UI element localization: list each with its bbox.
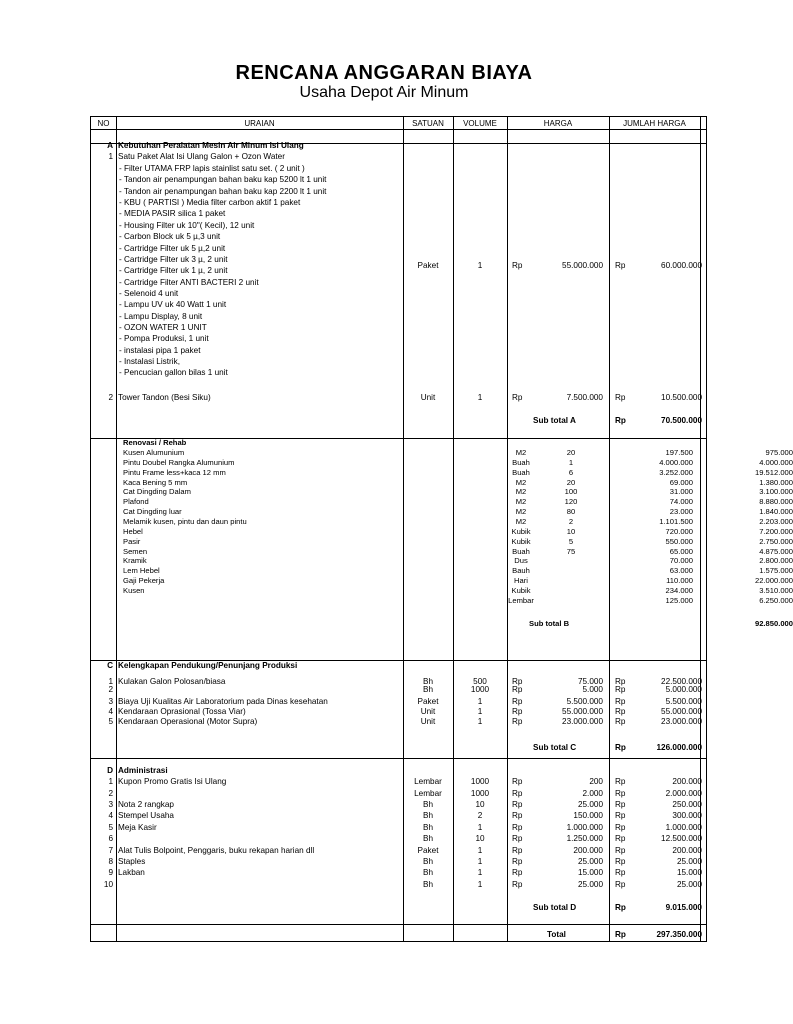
currency-label: Rp xyxy=(512,707,523,716)
item-description: Tower Tandon (Besi Siku) xyxy=(118,393,211,402)
row-number: 2 xyxy=(108,789,113,798)
total-price-cell: 22.000.000 xyxy=(754,576,793,585)
price-cell: 125.000 xyxy=(665,595,693,605)
total-price-cell: 7.200.000 xyxy=(759,526,793,536)
currency-label: Rp xyxy=(615,261,626,270)
item-description: Staples xyxy=(118,857,146,866)
volume-cell: 1 xyxy=(477,717,483,726)
price-cell: 150.000 xyxy=(573,811,603,820)
volume-cell: 1 xyxy=(477,393,483,402)
unit-cell: Bh xyxy=(422,677,433,686)
sub-item: - OZON WATER 1 UNIT xyxy=(119,322,207,332)
row-number: 7 xyxy=(108,846,113,855)
total-price-cell: 300.000 xyxy=(672,811,702,820)
total-price-cell: 3.510.000 xyxy=(759,585,793,595)
item-description: Kusen xyxy=(123,585,145,595)
unit-cell: Paket xyxy=(417,697,439,706)
currency-label: Rp xyxy=(615,823,626,832)
unit-cell: Paket xyxy=(417,846,439,855)
unit-cell: Dus xyxy=(514,556,528,566)
volume-cell: 1 xyxy=(477,823,483,832)
currency-label: Rp xyxy=(512,800,523,809)
unit-cell: Bh xyxy=(422,857,433,866)
section-letter: A xyxy=(107,141,113,150)
price-cell: 5.000 xyxy=(582,685,603,694)
sub-item: - KBU ( PARTISI ) Media filter carbon aktif 1 paket xyxy=(119,198,301,207)
price-cell: 15.000 xyxy=(577,868,603,877)
currency-label: Rp xyxy=(512,789,523,798)
unit-cell: Buah xyxy=(512,546,530,556)
total-price-cell: 2.000.000 xyxy=(665,789,702,798)
price-cell: 74.000 xyxy=(669,497,693,507)
column-divider xyxy=(116,117,117,941)
row-number: 6 xyxy=(108,834,113,843)
total-price-cell: 4.875.000 xyxy=(759,546,793,556)
currency-label: Rp xyxy=(615,677,626,686)
sub-item: - Cartridge Filter uk 5 µ,2 unit xyxy=(119,243,226,253)
currency-label: Rp xyxy=(615,707,626,716)
item-description: Kaca Bening 5 mm xyxy=(123,477,188,487)
unit-cell: Hari xyxy=(514,576,528,585)
sub-item: - Pencucian gallon bilas 1 unit xyxy=(119,368,228,378)
unit-cell: Bh xyxy=(422,823,433,832)
row-number: 8 xyxy=(108,857,113,866)
currency-label: Rp xyxy=(512,834,523,843)
item-description: Stempel Usaha xyxy=(118,811,174,820)
currency-label: Rp xyxy=(512,717,523,726)
price-cell: 550.000 xyxy=(665,536,693,546)
item-description: Cat Dingding Dalam xyxy=(123,487,191,497)
item-description: Kramik xyxy=(123,556,147,566)
row-number: 3 xyxy=(108,800,113,809)
volume-cell: 6 xyxy=(568,467,574,477)
item-description: Kelengkapan Pendukung/Penunjang Produksi xyxy=(118,661,298,670)
item-description: Pintu Doubel Rangka Alumunium xyxy=(123,457,235,467)
currency-label: Rp xyxy=(615,800,626,809)
unit-cell: Bh xyxy=(422,800,433,809)
total-price-cell: 8.880.000 xyxy=(759,497,793,507)
section-letter: D xyxy=(107,766,113,775)
row-number: 9 xyxy=(108,868,113,877)
volume-cell: 100 xyxy=(564,487,578,497)
subtotal-label: Sub total A xyxy=(533,416,576,425)
volume-cell: 1 xyxy=(477,697,483,706)
item-description: Kulakan Galon Polosan/biasa xyxy=(118,677,226,686)
price-cell: 25.000 xyxy=(577,880,603,889)
sub-item: - Lampu Display, 8 unit xyxy=(119,311,203,321)
total-price-cell: 23.000.000 xyxy=(661,717,702,726)
header-volume: VOLUME xyxy=(463,119,497,128)
item-description: Pasir xyxy=(123,536,141,546)
total-price-cell: 25.000 xyxy=(676,857,702,866)
unit-cell: Kubik xyxy=(511,526,531,536)
price-cell: 63.000 xyxy=(669,566,693,576)
item-description: Pintu Frame less+kaca 12 mm xyxy=(123,467,226,477)
sub-item: - Pompa Produksi, 1 unit xyxy=(119,334,209,344)
row-number: 4 xyxy=(108,707,113,716)
total-price-cell: 55.000.000 xyxy=(661,707,702,716)
header-harga: HARGA xyxy=(543,119,573,128)
budget-table xyxy=(90,116,793,942)
total-price-cell: 3.100.000 xyxy=(759,487,793,497)
price-cell: 200 xyxy=(589,777,603,786)
total-price-cell: 2.750.000 xyxy=(759,536,793,546)
item-description: Lakban xyxy=(118,868,145,877)
subtotal-value: 92.850.000 xyxy=(754,619,793,628)
currency-label: Rp xyxy=(512,685,523,694)
total-label: Total xyxy=(547,930,566,939)
row-number: 1 xyxy=(108,152,113,161)
item-description: Melamik kusen, pintu dan daun pintu xyxy=(123,516,247,526)
currency-label: Rp xyxy=(615,717,626,726)
total-price-cell: 297.350.000 xyxy=(656,930,702,939)
price-cell: 1.000.000 xyxy=(566,823,603,832)
total-price-cell: 12.500.000 xyxy=(661,834,702,843)
price-cell: 55.000.000 xyxy=(562,261,603,270)
item-description: Kebutuhan Peralatan Mesin Air Minum Isi Ulang xyxy=(118,141,304,150)
sub-item: - Lampu UV uk 40 Watt 1 unit xyxy=(119,300,227,310)
volume-cell: 2 xyxy=(477,811,483,820)
item-description: Semen xyxy=(123,546,148,556)
price-cell: 55.000.000 xyxy=(562,707,603,716)
item-description: Hebel xyxy=(123,526,143,536)
header-uraian: URAIAN xyxy=(244,119,275,128)
subtotal-label: Sub total D xyxy=(533,903,577,912)
unit-cell: Bh xyxy=(422,811,433,820)
unit-cell: M2 xyxy=(515,516,527,526)
price-cell: 234.000 xyxy=(665,585,693,595)
item-description: Kendaraan Operasional (Motor Supra) xyxy=(118,717,258,726)
total-price-cell: 2.203.000 xyxy=(759,516,793,526)
item-description: Nota 2 rangkap xyxy=(118,800,174,809)
unit-cell: Unit xyxy=(420,717,436,726)
price-cell: 23.000.000 xyxy=(562,717,603,726)
sub-item: - Tandon air penampungan bahan baku kap 5200 lt 1 unit xyxy=(119,175,327,185)
currency-label: Rp xyxy=(512,261,523,270)
price-cell: 23.000 xyxy=(669,507,693,517)
currency-label: Rp xyxy=(615,857,626,866)
volume-cell: 1 xyxy=(477,707,483,716)
volume-cell: 75 xyxy=(566,546,576,556)
currency-label: Rp xyxy=(615,685,626,694)
row-number: 1 xyxy=(108,677,113,686)
currency-label: Rp xyxy=(615,903,626,912)
currency-label: Rp xyxy=(615,697,626,706)
volume-cell: 80 xyxy=(566,507,576,517)
currency-label: Rp xyxy=(615,846,626,855)
unit-cell: M2 xyxy=(515,477,527,487)
price-cell: 75.000 xyxy=(577,677,603,686)
price-cell: 31.000 xyxy=(669,487,693,497)
currency-label: Rp xyxy=(615,777,626,786)
volume-cell: 5 xyxy=(568,536,574,546)
header-jumlah: JUMLAH HARGA xyxy=(623,119,686,128)
volume-cell: 1 xyxy=(477,868,483,877)
unit-cell: M2 xyxy=(515,507,527,517)
item-description: Gaji Pekerja xyxy=(123,576,165,585)
item-description: Alat Tulis Bolpoint, Penggaris, buku rekapan harian dll xyxy=(118,846,315,855)
volume-cell: 1 xyxy=(477,857,483,866)
item-description: Kupon Promo Gratis Isi Ulang xyxy=(118,777,227,786)
row-number: 2 xyxy=(108,685,113,694)
unit-cell: Bh xyxy=(422,880,433,889)
row-divider xyxy=(91,758,706,759)
total-price-cell: 10.500.000 xyxy=(661,393,702,402)
subtotal-label: Sub total C xyxy=(533,743,577,752)
unit-cell: Buah xyxy=(512,467,530,477)
header-satuan: SATUAN xyxy=(412,119,444,128)
sub-item: - Cartridge Filter uk 3 µ, 2 unit xyxy=(119,254,228,264)
row-number: 3 xyxy=(108,697,113,706)
volume-cell: 1000 xyxy=(470,777,490,786)
price-cell: 197.500 xyxy=(665,448,693,457)
sub-item: - Instalasi Listrik, xyxy=(119,356,180,366)
volume-cell: 10 xyxy=(566,526,576,536)
total-price-cell: 1.000.000 xyxy=(665,823,702,832)
row-divider xyxy=(91,129,706,130)
volume-cell: 20 xyxy=(566,448,576,457)
currency-label: Rp xyxy=(512,697,523,706)
total-price-cell: 200.000 xyxy=(672,777,702,786)
sub-item: - Cartridge Filter ANTI BACTERI 2 unit xyxy=(119,277,259,287)
row-divider xyxy=(91,924,706,925)
sub-item: - Filter UTAMA FRP lapis stainlist satu set. ( 2 unit ) xyxy=(119,164,305,173)
item-description: Satu Paket Alat Isi Ulang Galon + Ozon Water xyxy=(118,152,285,161)
currency-label: Rp xyxy=(615,789,626,798)
document-title: RENCANA ANGGARAN BIAYA xyxy=(235,62,533,84)
volume-cell: 1000 xyxy=(470,789,490,798)
currency-label: Rp xyxy=(512,777,523,786)
section-title: Renovasi / Rehab xyxy=(123,438,187,447)
row-number: 10 xyxy=(103,880,113,889)
currency-label: Rp xyxy=(512,811,523,820)
total-price-cell: 975.000 xyxy=(765,448,793,457)
price-cell: 25.000 xyxy=(577,857,603,866)
total-price-cell: 15.000 xyxy=(676,868,702,877)
volume-cell: 1 xyxy=(477,261,483,270)
unit-cell: Unit xyxy=(420,707,436,716)
currency-label: Rp xyxy=(512,846,523,855)
currency-label: Rp xyxy=(615,393,626,402)
total-price-cell: 5.000.000 xyxy=(665,685,702,694)
price-cell: 4.000.000 xyxy=(659,457,693,467)
currency-label: Rp xyxy=(512,677,523,686)
unit-cell: Lembar xyxy=(414,777,442,786)
price-cell: 200.000 xyxy=(573,846,603,855)
item-description: Lem Hebel xyxy=(123,566,160,576)
price-cell: 110.000 xyxy=(666,576,693,585)
volume-cell: 1 xyxy=(477,880,483,889)
currency-label: Rp xyxy=(512,857,523,866)
sub-item: - MEDIA PASIR silica 1 paket xyxy=(119,209,226,219)
total-price-cell: 1.840.000 xyxy=(759,507,793,517)
volume-cell: 10 xyxy=(475,800,485,809)
row-number: 1 xyxy=(108,777,113,786)
total-price-cell: 9.015.000 xyxy=(665,903,702,912)
subtotal-label: Sub total B xyxy=(529,619,570,628)
total-price-cell: 200.000 xyxy=(672,846,702,855)
sub-item: - Housing Filter uk 10"( Kecil), 12 unit xyxy=(119,220,255,230)
item-description: Meja Kasir xyxy=(118,823,157,832)
price-cell: 65.000 xyxy=(669,546,693,556)
row-number: 2 xyxy=(108,393,113,402)
total-price-cell: 5.500.000 xyxy=(665,697,702,706)
currency-label: Rp xyxy=(615,811,626,820)
unit-cell: Buah xyxy=(512,457,530,467)
currency-label: Rp xyxy=(512,880,523,889)
sub-item: - Carbon Block uk 5 µ,3 unit xyxy=(119,232,221,242)
price-cell: 5.500.000 xyxy=(566,697,603,706)
total-price-cell: 1.380.000 xyxy=(759,477,793,487)
volume-cell: 2 xyxy=(568,516,574,526)
unit-cell: Lembar xyxy=(414,789,442,798)
volume-cell: 10 xyxy=(475,834,485,843)
sub-item: - Cartridge Filter uk 1 µ, 2 unit xyxy=(119,266,228,276)
unit-cell: Kubik xyxy=(511,585,531,595)
total-price-cell: 1.575.000 xyxy=(759,566,793,576)
total-price-cell: 25.000 xyxy=(676,880,702,889)
row-number: 5 xyxy=(108,823,113,832)
total-price-cell: 70.500.000 xyxy=(661,416,702,425)
item-description: Administrasi xyxy=(118,766,168,775)
item-description: Biaya Uji Kualitas Air Laboratorium pada Dinas kesehatan xyxy=(118,697,328,706)
volume-cell: 1000 xyxy=(470,685,490,694)
total-price-cell: 4.000.000 xyxy=(759,457,793,467)
item-description: Kendaraan Oprasional (Tossa Viar) xyxy=(118,707,246,716)
price-cell: 25.000 xyxy=(577,800,603,809)
total-price-cell: 250.000 xyxy=(672,800,702,809)
section-letter: C xyxy=(107,661,113,670)
unit-cell: M2 xyxy=(515,487,527,497)
price-cell: 1.250.000 xyxy=(566,834,603,843)
volume-cell: 1 xyxy=(477,846,483,855)
row-number: 4 xyxy=(108,811,113,820)
total-price-cell: 126.000.000 xyxy=(656,743,702,752)
total-price-cell: 6.250.000 xyxy=(759,595,793,605)
item-description: Plafond xyxy=(123,497,149,507)
currency-label: Rp xyxy=(615,743,626,752)
currency-label: Rp xyxy=(615,416,626,425)
price-cell: 69.000 xyxy=(669,477,693,487)
currency-label: Rp xyxy=(615,880,626,889)
row-number: 5 xyxy=(108,717,113,726)
item-description: Kusen Alumunium xyxy=(123,448,185,457)
unit-cell: M2 xyxy=(515,448,527,457)
total-price-cell: 19.512.000 xyxy=(754,467,793,477)
unit-cell: Bh xyxy=(422,834,433,843)
currency-label: Rp xyxy=(615,930,626,939)
price-cell: 70.000 xyxy=(669,556,693,566)
price-cell: 720.000 xyxy=(665,526,693,536)
volume-cell: 120 xyxy=(564,497,578,507)
total-price-cell: 60.000.000 xyxy=(661,261,702,270)
price-cell: 3.252.000 xyxy=(659,467,693,477)
total-price-cell: 2.800.000 xyxy=(759,556,793,566)
unit-cell: Kubik xyxy=(511,536,531,546)
document-subtitle: Usaha Depot Air Minum xyxy=(299,84,469,101)
sub-item: - instalasi pipa 1 paket xyxy=(119,345,201,355)
unit-cell: Lembar xyxy=(508,595,534,605)
item-description: Cat Dingding luar xyxy=(123,507,182,517)
volume-cell: 20 xyxy=(566,477,576,487)
unit-cell: Bh xyxy=(422,685,433,694)
unit-cell: Paket xyxy=(417,261,439,270)
volume-cell: 1 xyxy=(568,457,574,467)
unit-cell: Unit xyxy=(420,393,436,402)
price-cell: 2.000 xyxy=(582,789,603,798)
volume-cell: 500 xyxy=(473,677,487,686)
currency-label: Rp xyxy=(512,823,523,832)
price-cell: 7.500.000 xyxy=(566,393,603,402)
currency-label: Rp xyxy=(615,868,626,877)
unit-cell: Bh xyxy=(422,868,433,877)
currency-label: Rp xyxy=(512,868,523,877)
sub-item: - Selenoid 4 unit xyxy=(119,288,179,298)
currency-label: Rp xyxy=(512,393,523,402)
currency-label: Rp xyxy=(615,834,626,843)
unit-cell: M2 xyxy=(515,497,527,507)
sub-item: - Tandon air penampungan bahan baku kap 2200 lt 1 unit xyxy=(119,186,327,196)
unit-cell: Bauh xyxy=(512,566,530,576)
price-cell: 1.101.500 xyxy=(659,516,693,526)
header-no: NO xyxy=(97,119,110,128)
total-price-cell: 22.500.000 xyxy=(661,677,702,686)
